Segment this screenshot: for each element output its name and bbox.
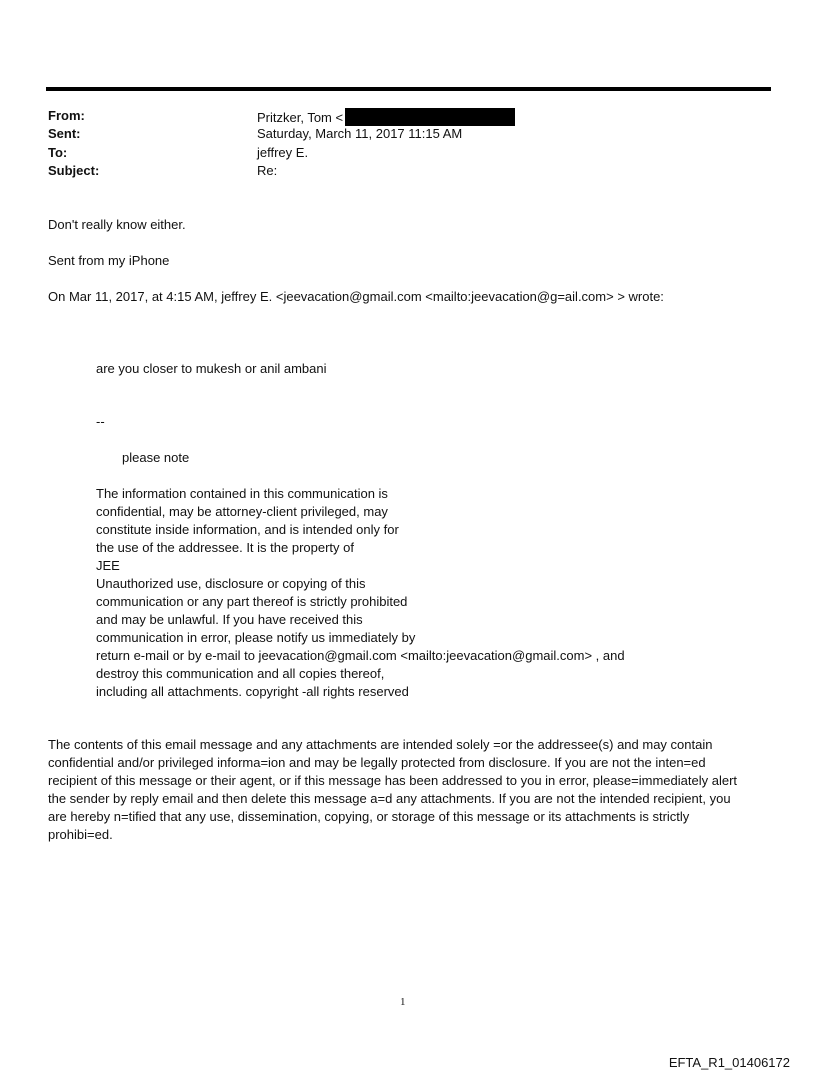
page-number: 1 <box>400 996 406 1008</box>
subject-label: Subject: <box>48 163 100 178</box>
disclaimer-line: destroy this communication and all copies thereof, <box>96 666 385 681</box>
disclaimer-line: constitute inside information, and is intended only for <box>96 522 399 537</box>
disclaimer-line: return e-mail or by e-mail to jeevacation@gmail.com <mailto:jeevacation@gmail.com> , and <box>96 648 625 663</box>
sent-label: Sent: <box>48 126 81 141</box>
signature-text: Sent from my iPhone <box>48 253 170 268</box>
disclaimer-line: JEE <box>96 558 120 573</box>
sent-value: Saturday, March 11, 2017 11:15 AM <box>257 126 463 141</box>
from-label: From: <box>48 108 85 123</box>
header-rule <box>46 87 771 91</box>
to-value: jeffrey E. <box>257 145 309 160</box>
please-note-heading: please note <box>122 450 190 465</box>
footer-line: recipient of this message or their agent, or if this message has been addressed to you in error, please=immediately alert <box>48 773 738 788</box>
confidentiality-footer <box>48 736 737 844</box>
footer-line: confidential and/or privileged informa=ion and may be legally protected from disclosure. If you are not the inten=ed <box>48 755 706 770</box>
quote-intro: On Mar 11, 2017, at 4:15 AM, jeffrey E. <jeevacation@gmail.com <mailto:jeevacation@g=ail.com> > wrote: <box>48 289 664 304</box>
footer-line: prohibi=ed. <box>48 827 113 842</box>
from-value <box>257 108 515 126</box>
subject-value: Re: <box>257 163 278 178</box>
footer-line: are hereby n=tified that any use, dissemination, copying, or storage of this message or its attachments is strictly <box>48 809 690 824</box>
footer-line: the sender by reply email and then delete this message a=d any attachments. If you are not the intended recipient, you <box>48 791 731 806</box>
disclaimer-line: The information contained in this communication is <box>96 486 388 501</box>
disclaimer-line: Unauthorized use, disclosure or copying of this <box>96 576 366 591</box>
disclaimer-paragraph <box>96 485 625 701</box>
disclaimer-line: communication in error, please notify us immediately by <box>96 630 416 645</box>
document-id: EFTA_R1_01406172 <box>668 1055 790 1070</box>
quoted-question: are you closer to mukesh or anil ambani <box>96 361 327 376</box>
to-label: To: <box>48 145 68 160</box>
reply-text: Don't really know either. <box>48 217 186 232</box>
disclaimer-line: and may be unlawful. If you have received this <box>96 612 363 627</box>
disclaimer-line: confidential, may be attorney-client privileged, may <box>96 504 388 519</box>
signature-separator: -- <box>96 414 105 429</box>
disclaimer-line: including all attachments. copyright -all rights reserved <box>96 684 409 699</box>
redaction-box <box>345 108 515 126</box>
disclaimer-line: communication or any part thereof is strictly prohibited <box>96 594 408 609</box>
from-name: Pritzker, Tom < <box>257 110 344 125</box>
disclaimer-line: the use of the addressee. It is the property of <box>96 540 354 555</box>
footer-line: The contents of this email message and any attachments are intended solely =or the addressee(s) and may contain <box>48 737 713 752</box>
